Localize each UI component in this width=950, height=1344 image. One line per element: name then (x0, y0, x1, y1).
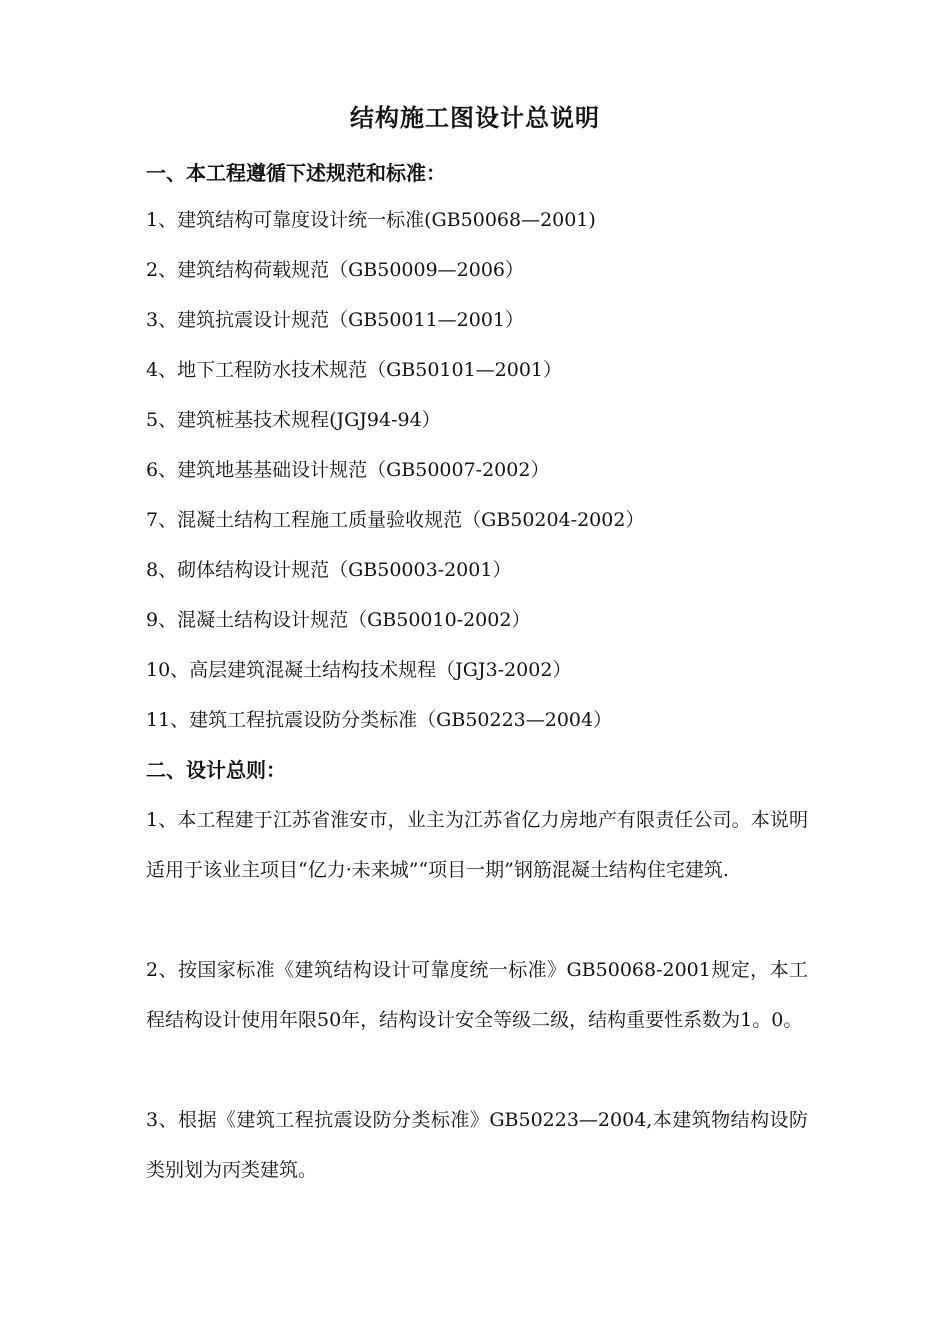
design-principle-paragraph: 1、本工程建于江苏省淮安市，业主为江苏省亿力房地产有限责任公司。本说明适用于该业主项目“亿力·未来城”“项目一期”钢筋混凝土结构住宅建筑. (146, 809, 808, 881)
standard-item: 8、砌体结构设计规范（GB50003-2001） (146, 559, 512, 581)
section-heading-standards: 一、本工程遵循下述规范和标准： (146, 161, 446, 185)
document-title: 结构施工图设计总说明 (350, 104, 600, 132)
section-heading-design-principles: 二、设计总则： (146, 758, 286, 782)
standard-item: 10、高层建筑混凝土结构技术规程（JGJ3-2002） (146, 659, 572, 681)
standard-item: 11、建筑工程抗震设防分类标准（GB50223—2004） (146, 709, 613, 731)
standard-item: 4、地下工程防水技术规范（GB50101—2001） (146, 359, 563, 381)
standard-item: 3、建筑抗震设计规范（GB50011—2001） (146, 309, 525, 331)
standard-item: 5、建筑桩基技术规程(JGJ94-94） (146, 409, 441, 431)
standard-item: 9、混凝土结构设计规范（GB50010-2002） (146, 609, 531, 631)
standard-item: 6、建筑地基基础设计规范（GB50007-2002） (146, 459, 550, 481)
standard-item: 7、混凝土结构工程施工质量验收规范（GB50204-2002） (146, 509, 645, 531)
design-principle-paragraph: 2、按国家标准《建筑结构设计可靠度统一标准》GB50068-2001规定，本工程结构设计使用年限50年，结构设计安全等级二级，结构重要性系数为1。0。 (146, 959, 808, 1031)
standard-item: 2、建筑结构荷载规范（GB50009—2006） (146, 259, 525, 281)
standard-item: 1、建筑结构可靠度设计统一标准(GB50068—2001) (146, 209, 596, 231)
design-principle-paragraph: 3、根据《建筑工程抗震设防分类标准》GB50223—2004,本建筑物结构设防类别划为丙类建筑。 (146, 1109, 808, 1181)
